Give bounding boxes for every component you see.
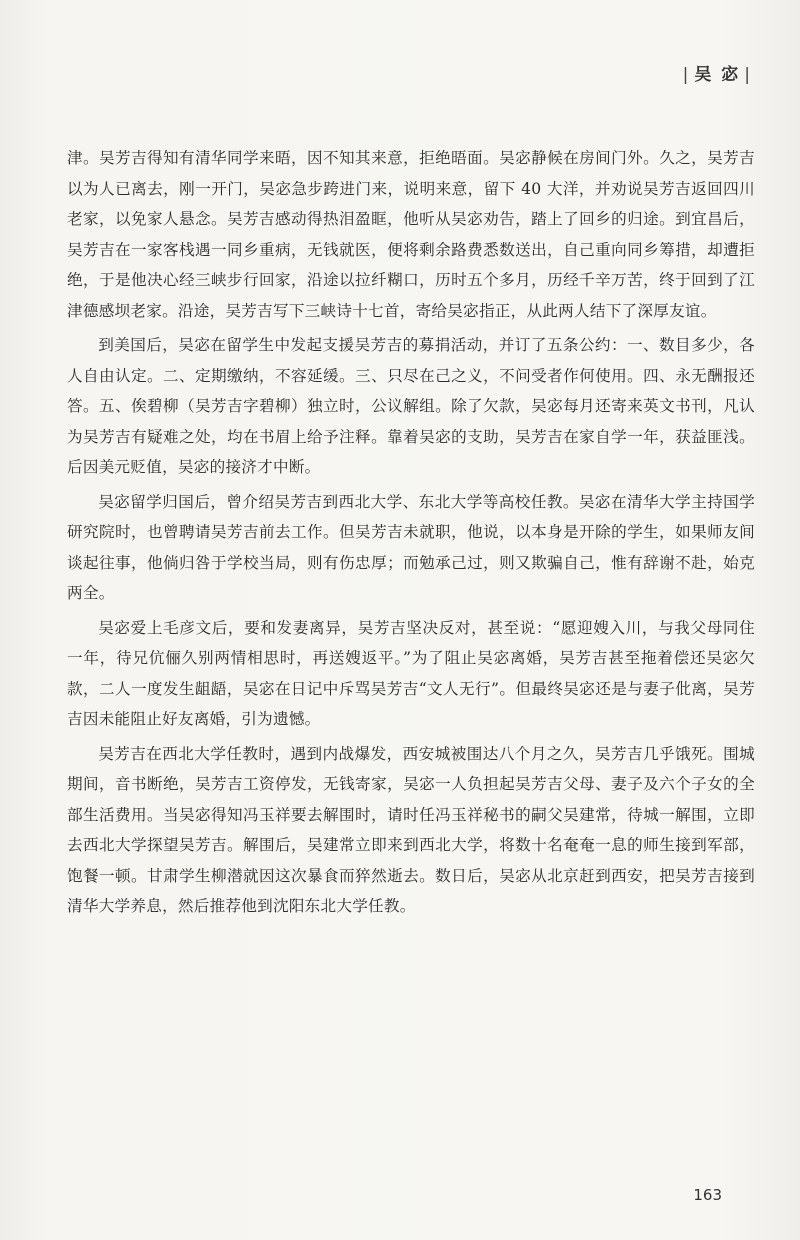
running-head-bar-right: | (744, 65, 752, 85)
paragraph-2: 到美国后，吴宓在留学生中发起支援吴芳吉的募捐活动，并订了五条公约：一、数目多少，各人自由认定。二、定期缴纳，不容延缓。三、只尽在己之义，不问受者作何使用。四、永无酬报还答。五、俟碧柳（吴芳吉字碧柳）独立时，公议解组。除了欠款，吴宓每月还寄来英文书刊，凡认为吴芳吉有疑难之处，均在书眉上给予注释。靠着吴宓的支助，吴芳吉在家自学一年，获益匪浅。后因美元贬值，吴宓的接济才中断。 (67, 336, 755, 476)
paragraph-3: 吴宓留学归国后，曾介绍吴芳吉到西北大学、东北大学等高校任教。吴宓在清华大学主持国学研究院时，也曾聘请吴芳吉前去工作。但吴芳吉未就职，他说，以本身是开除的学生，如果师友间谈起往事，他倘归咎于学校当局，则有伤忠厚；而勉承己过，则又欺骗自己，惟有辞谢不赴，始克两全。 (67, 492, 755, 602)
body-text (67, 143, 755, 926)
paragraph-1: 津。吴芳吉得知有清华同学来晤，因不知其来意，拒绝晤面。吴宓静候在房间门外。久之，吴芳吉以为人已离去，刚一开门，吴宓急步跨进门来，说明来意，留下 40 大洋，并劝说吴芳吉返回四川老家，以免家人悬念。吴芳吉感动得热泪盈眶，他听从吴宓劝告，踏上了回乡的归途。到宜昌后，吴芳吉在一家客栈遇一同乡重病，无钱就医，便将剩余路费悉数送出，自己重向同乡筹措，却遭拒绝，于是他决心经三峡步行回家，沿途以拉纤糊口，历时五个多月，历经千辛万苦，终于回到了江津德感坝老家。沿途，吴芳吉写下三峡诗十七首，寄给吴宓指正，从此两人结下了深厚友谊。 (67, 149, 755, 320)
running-head-title: 吴 宓 (694, 65, 741, 85)
paragraph-4: 吴宓爱上毛彦文后，要和发妻离异，吴芳吉坚决反对，甚至说：“愿迎嫂入川，与我父母同住一年，待兄伉俪久别两情相思时，再送嫂返平。”为了阻止吴宓离婚，吴芳吉甚至拖着偿还吴宓欠款，二人一度发生龃龉，吴宓在日记中斥骂吴芳吉“文人无行”。但最终吴宓还是与妻子仳离，吴芳吉因未能阻止好友离婚，引为遗憾。 (67, 618, 755, 728)
page-number: 163 (693, 1186, 722, 1204)
paragraph-5: 吴芳吉在西北大学任教时，遇到内战爆发，西安城被围达八个月之久，吴芳吉几乎饿死。围城期间，音书断绝，吴芳吉工资停发，无钱寄家，吴宓一人负担起吴芳吉父母、妻子及六个子女的全部生活费用。当吴宓得知冯玉祥要去解围时，请时任冯玉祥秘书的嗣父吴建常，待城一解围，立即去西北大学探望吴芳吉。解围后，吴建常立即来到西北大学，将数十名奄奄一息的师生接到军部，饱餐一顿。甘肃学生柳潜就因这次暴食而猝然逝去。数日后，吴宓从北京赶到西安，把吴芳吉接到清华大学养息，然后推荐他到沈阳东北大学任教。 (67, 744, 755, 915)
running-head-bar-left: | (682, 65, 691, 85)
running-head (679, 60, 756, 85)
